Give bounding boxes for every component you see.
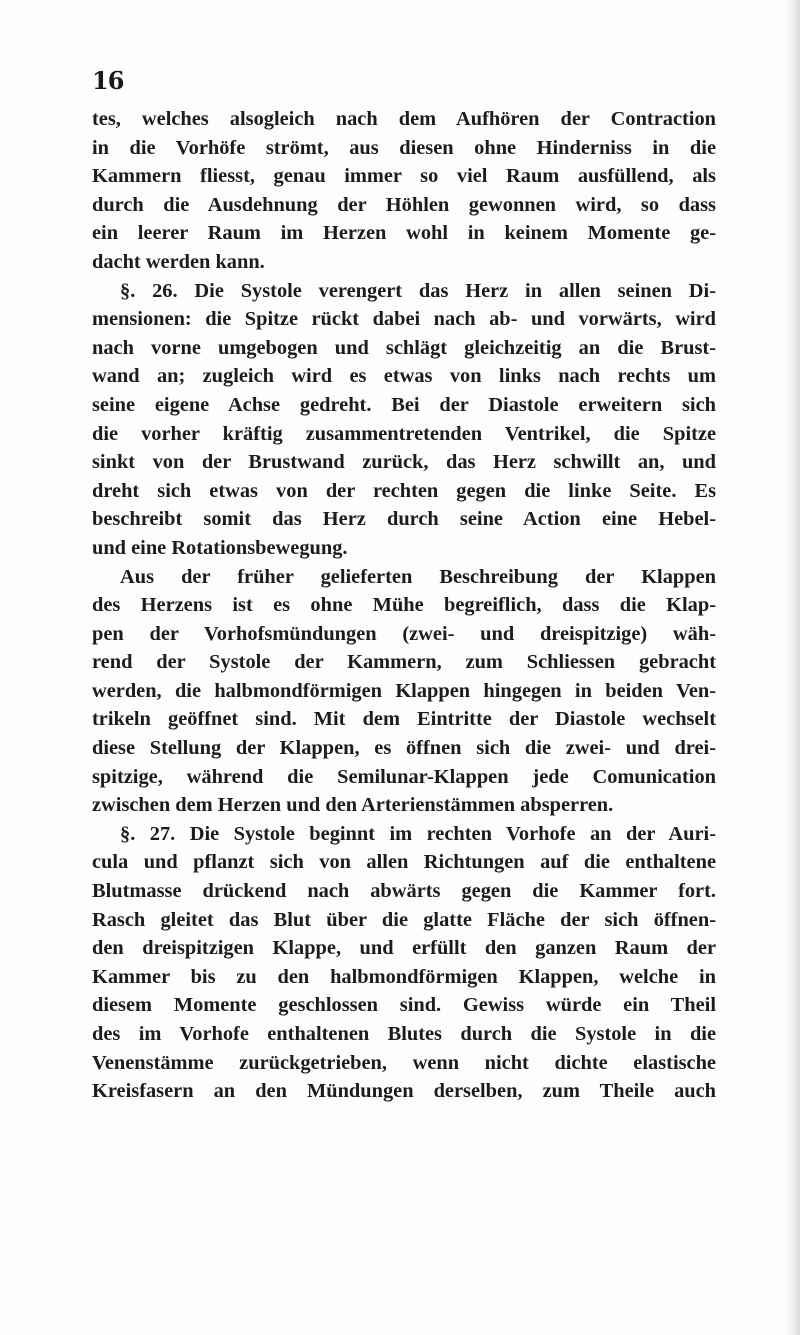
text-line: ein leerer Raum im Herzen wohl in keinem Momente ge- bbox=[92, 222, 716, 245]
text-line: durch die Ausdehnung der Höhlen gewonnen wird, so dass bbox=[92, 193, 716, 216]
text-line: wand an; zugleich wird es etwas von links nach rechts um bbox=[92, 365, 716, 388]
text-line: seine eigene Achse gedreht. Bei der Diastole erweitern sich bbox=[92, 393, 716, 416]
text-line: cula und pflanzt sich von allen Richtungen auf die enthaltene bbox=[92, 851, 716, 874]
text-line: dacht werden kann. bbox=[92, 250, 265, 273]
text-line: Rasch gleitet das Blut über die glatte Fläche der sich öffnen- bbox=[92, 908, 716, 931]
text-line: trikeln geöffnet sind. Mit dem Eintritte der Diastole wechselt bbox=[92, 708, 716, 731]
text-line: in die Vorhöfe strömt, aus diesen ohne Hinderniss in die bbox=[92, 136, 716, 159]
text-line: tes, welches alsogleich nach dem Aufhören der Contraction bbox=[92, 108, 716, 130]
text-line: Kammer bis zu den halbmondförmigen Klappen, welche in bbox=[92, 965, 716, 988]
page-number: 16 bbox=[92, 66, 124, 95]
text-line: die vorher kräftig zusammentretenden Ventrikel, die Spitze bbox=[92, 422, 716, 445]
text-line: werden, die halbmondförmigen Klappen hingegen in beiden Ven- bbox=[92, 679, 716, 702]
body-text bbox=[92, 105, 716, 1106]
page-edge-shadow bbox=[786, 0, 800, 1335]
text-line: mensionen: die Spitze rückt dabei nach ab- und vorwärts, wird bbox=[92, 308, 716, 331]
text-line: pen der Vorhofsmündungen (zwei- und dreispitzige) wäh- bbox=[92, 622, 716, 645]
text-line: rend der Systole der Kammern, zum Schliessen gebracht bbox=[92, 651, 716, 674]
text-line: diesem Momente geschlossen sind. Gewiss würde ein Theil bbox=[92, 994, 716, 1017]
section-heading-line: §. 26. Die Systole verengert das Herz in allen seinen Di- bbox=[120, 279, 716, 302]
text-line: spitzige, während die Semilunar-Klappen jede Comunication bbox=[92, 765, 716, 788]
text-line: den dreispitzigen Klappe, und erfüllt den ganzen Raum der bbox=[92, 937, 716, 960]
text-line: Aus der früher gelieferten Beschreibung der Klappen bbox=[120, 565, 716, 588]
text-line: nach vorne umgebogen und schlägt gleichzeitig an die Brust- bbox=[92, 336, 716, 359]
text-line: Kammern fliesst, genau immer so viel Raum ausfüllend, als bbox=[92, 165, 716, 188]
text-line: des Herzens ist es ohne Mühe begreiflich, dass die Klap- bbox=[92, 594, 716, 617]
text-line: und eine Rotationsbewegung. bbox=[92, 536, 348, 559]
text-line: Venenstämme zurückgetrieben, wenn nicht dichte elastische bbox=[92, 1051, 716, 1074]
text-line: sinkt von der Brustwand zurück, das Herz schwillt an, und bbox=[92, 451, 716, 474]
text-line: Kreisfasern an den Mündungen derselben, zum Theile auch bbox=[92, 1080, 716, 1103]
section-heading-line: §. 27. Die Systole beginnt im rechten Vorhofe an der Auri- bbox=[120, 822, 716, 845]
text-line: dreht sich etwas von der rechten gegen die linke Seite. Es bbox=[92, 479, 716, 502]
text-line: zwischen dem Herzen und den Arterienstämmen absperren. bbox=[92, 794, 614, 817]
text-line: diese Stellung der Klappen, es öffnen sich die zwei- und drei- bbox=[92, 737, 716, 760]
text-line: des im Vorhofe enthaltenen Blutes durch die Systole in die bbox=[92, 1023, 716, 1045]
text-line: beschreibt somit das Herz durch seine Action eine Hebel- bbox=[92, 508, 716, 531]
text-line: Blutmasse drückend nach abwärts gegen die Kammer fort. bbox=[92, 880, 716, 903]
